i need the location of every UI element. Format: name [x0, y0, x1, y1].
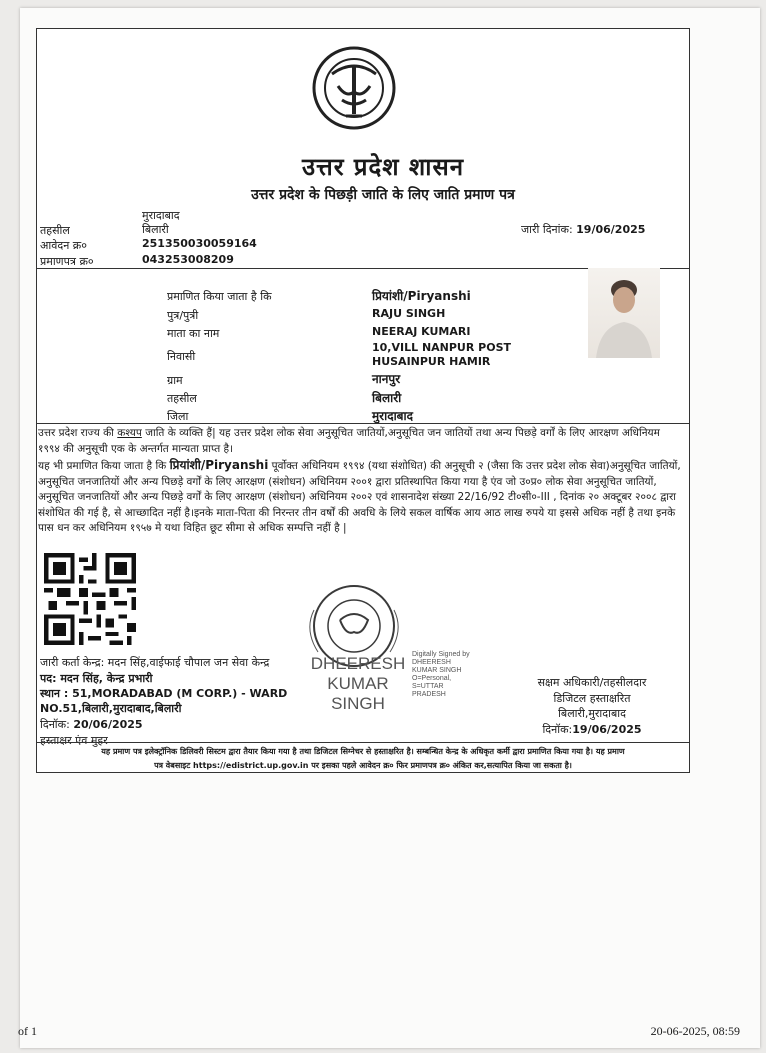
signature-seal-label: हस्ताक्षर एंव मुहर	[40, 734, 108, 747]
certification-paragraph	[38, 458, 684, 537]
page-title: उत्तर प्रदेश शासन	[301, 153, 465, 181]
mother-label: माता का नाम	[167, 327, 220, 340]
digital-signature-details	[412, 651, 470, 699]
application-label: आवेदन क्र०	[40, 239, 87, 252]
page-subtitle: उत्तर प्रदेश के पिछड़ी जाति के लिए जाति प्रमाण पत्र	[251, 187, 515, 203]
footer-note-2: पत्र वेबसाइट https://edistrict.up.gov.in पर इसका पहले आवेदन क्र० फिर प्रमाणपत्र क्र० अंकित कर,सत्यापित किया जा सकता है।	[154, 761, 572, 770]
issuer-center: जारी कर्ता केन्द्र: मदन सिंह,वाईफाई चौपाल जन सेवा केन्द्र	[40, 656, 270, 669]
signature-detail-line: PRADESH	[412, 691, 446, 698]
issuer-place-1: स्थान : 51,MORADABAD (M CORP.) - WARD	[40, 687, 288, 700]
applicant-photo	[588, 268, 660, 358]
resident-line-2: HUSAINPUR HAMIR	[372, 355, 491, 368]
issuer-date-value: 20/06/2025	[73, 718, 143, 731]
signature-detail-line: DHEERESH	[412, 659, 451, 666]
authority-location: बिलारी,मुरादाबाद	[558, 707, 626, 720]
issue-date	[521, 222, 645, 237]
footer-note-1: यह प्रमाण पत्र इलेक्ट्रॉनिक डिलिवरी सिस्टम द्वारा तैयार किया गया है तथा डिजिटल सिग्नेचर से हस्ताक्षरित है। सम्बन्धित केन्द्र के अधिकृत कर्मी द्वारा प्रमाणित किया गया है। यह प्रमाण	[101, 747, 625, 756]
resident-line-1: 10,VILL NANPUR POST	[372, 341, 511, 354]
mother-name: NEERAJ KUMARI	[372, 325, 471, 338]
paragraph-text: पूर्वोक्त अधिनियम १९९४ (यथा संशोधित) की अनुसूची २ (जैसा कि उत्तर प्रदेश लोक सेवा)अनुसूचित जातियों, अनुसूचित जनजातियों और अन्य पिछड़े वर्गों के लिए आरक्षण (संशोधन) अधिनियम २००१ द्वारा प्रतिस्थापित किया गया है एंव जो उ०प्र० लोक सेवा अनुसूचित जातियों, अनुसूचित जनजातियों और अन्य पिछड़े वर्गों के लिए आरक्षण (संशोधन) अधिनियम २००२ एवं शासनादेश संख्या 22/16/92 टी०सी०-III , दिनांक २० अक्टूबर २००८ द्वारा संशोधित की गई है, से आच्छादित नहीं है।इनके माता-पिता की निरन्तर तीन वर्षों की अवधि के लिये सकल वार्षिक आय आठ लाख रुपये या इससे अधिक नहीं है तथा इनके पास धन कर अधिनियम १९५७ मे यथा विहित छूट सीमा से अधिक सम्पत्ति नहीं है |	[38, 460, 681, 534]
signature-detail-line: Digitally Signed by	[412, 651, 470, 658]
paragraph-text: उत्तर प्रदेश राज्य की	[38, 427, 114, 439]
parent-name: RAJU SINGH	[372, 307, 446, 320]
village-value: नानपुर	[372, 372, 401, 386]
issuer-post: पद: मदन सिंह, केन्द्र प्रभारी	[40, 672, 153, 685]
digital-signature-name	[306, 654, 410, 714]
signature-detail-line: O=Personal,	[412, 675, 452, 682]
page-count: of 1	[18, 1024, 37, 1038]
authority-date-value: 19/06/2025	[572, 722, 642, 736]
authority-designation: सक्षम अधिकारी/तहसीलदार	[537, 676, 647, 689]
parent-label: पुत्र/पुत्री	[167, 309, 199, 322]
issue-date-value: 19/06/2025	[576, 223, 646, 236]
tehsil-label: तहसील	[40, 224, 70, 237]
signature-name-line: KUMAR	[327, 674, 389, 693]
tehsil-value: बिलारी	[142, 223, 169, 236]
qr-code	[42, 553, 138, 645]
signature-detail-line: S=UTTAR	[412, 683, 444, 690]
certificate-number: 043253008209	[142, 253, 234, 266]
certified-label: प्रमाणित किया जाता है कि	[167, 290, 272, 303]
detail-district-label: जिला	[167, 410, 189, 423]
paragraph-text: यह भी प्रमाणित किया जाता है कि	[38, 460, 167, 472]
detail-district-value: मुरादाबाद	[372, 409, 414, 423]
issuer-date	[40, 717, 143, 732]
divider	[36, 742, 690, 743]
village-label: ग्राम	[167, 374, 183, 387]
detail-tehsil-label: तहसील	[167, 392, 197, 405]
signature-detail-line: KUMAR SINGH	[412, 667, 462, 674]
authority-digital-signed: डिजिटल हस्ताक्षरित	[553, 691, 631, 705]
certified-name-inline: प्रियांशी/Piryanshi	[169, 458, 269, 472]
up-govt-emblem-icon	[308, 44, 400, 132]
district-value: मुरादाबाद	[142, 209, 180, 222]
caste-paragraph	[38, 426, 684, 457]
print-timestamp: 20-06-2025, 08:59	[650, 1024, 740, 1038]
authority-date	[512, 722, 672, 738]
paragraph-text: जाति के व्यक्ति हैं| यह उत्तर प्रदेश लोक सेवा अनुसूचित जातियों,अनुसूचित जन जातियों तथा अन्य पिछड़े वर्गों के लिए आरक्षण अधिनियम १९९४ की अनुसूची एक के अन्तर्गत मान्यता प्राप्त है।	[38, 427, 660, 455]
issue-date-label: जारी दिनांक:	[521, 223, 573, 236]
authority-date-label: दिनॉक:	[542, 722, 573, 736]
divider	[36, 423, 690, 424]
issuer-place-2: NO.51,बिलारी,मुरादाबाद,बिलारी	[40, 702, 182, 715]
issuer-date-label: दिनॉक:	[40, 718, 70, 731]
certificate-label: प्रमाणपत्र क्र०	[40, 255, 94, 268]
signature-name-line: SINGH	[331, 694, 385, 713]
caste-value: कश्यप	[117, 427, 142, 439]
certified-name: प्रियांशी/Piryanshi	[372, 289, 471, 303]
resident-label: निवासी	[167, 350, 196, 363]
application-number: 251350030059164	[142, 237, 257, 250]
authority-block	[512, 675, 672, 737]
signature-name-line: DHEERESH	[310, 654, 406, 673]
detail-tehsil-value: बिलारी	[372, 391, 402, 405]
